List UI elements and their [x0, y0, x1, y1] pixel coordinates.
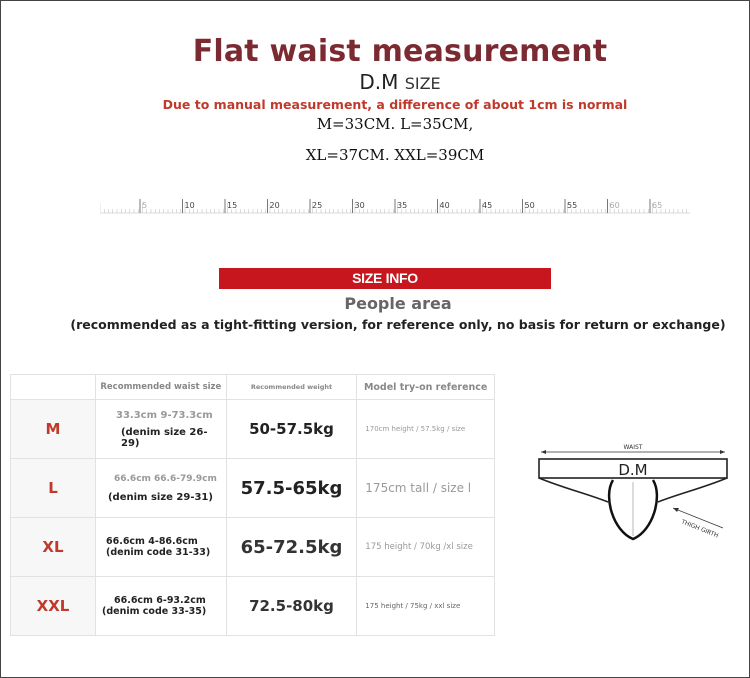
ruler-label: 35 — [397, 201, 408, 210]
people-area-heading: People area — [344, 294, 452, 313]
waist-cm: 33.3cm 9-73.3cm — [115, 409, 213, 421]
diagram-brand: D.M — [618, 461, 648, 479]
leg-opening-right — [658, 478, 727, 502]
waist-denim: (denim code 33-35) — [101, 606, 207, 617]
reference-cell: 175cm tall / size l — [357, 459, 495, 518]
measurement-note: Due to manual measurement, a difference of about 1cm is normal — [162, 97, 628, 112]
table-header-weight: Recommended weight — [226, 375, 357, 400]
reference-cell: 175 height / 70kg /xl size — [357, 518, 495, 577]
underwear-diagram — [533, 436, 733, 546]
waist-denim: (denim code 31-33) — [105, 547, 211, 558]
ruler-label: 30 — [354, 201, 365, 210]
waist-cell — [95, 518, 226, 577]
table-header-size — [11, 375, 96, 400]
ruler-label: 5 — [142, 201, 148, 210]
ruler-label: 25 — [312, 201, 323, 210]
ruler-label: 55 — [567, 201, 578, 210]
table-row — [11, 518, 495, 577]
size-label: L — [11, 459, 96, 518]
waist-cell — [95, 577, 226, 636]
measuring-ruler — [100, 199, 690, 215]
waist-arrow-left — [541, 450, 546, 454]
waist-denim: (denim size 26-29) — [120, 426, 208, 449]
waist-arrow-right — [720, 450, 725, 454]
ruler-label: 65 — [652, 201, 663, 210]
waist-denim: (denim size 29-31) — [107, 491, 213, 503]
ruler-label: 60 — [609, 201, 620, 210]
waist-cm: 66.6cm 6-93.2cm — [113, 595, 206, 606]
leg-opening-left — [539, 478, 608, 502]
size-label: M — [11, 400, 96, 459]
ruler-label: 10 — [184, 201, 195, 210]
size-info-bar: SIZE INFO — [219, 268, 551, 289]
ruler-label: 40 — [439, 201, 450, 210]
ruler-label: 50 — [524, 201, 535, 210]
size-table — [10, 374, 495, 636]
ruler-label: 45 — [482, 201, 493, 210]
brand-name: D.M — [359, 70, 399, 94]
waist-label: WAIST — [623, 444, 643, 451]
waist-cell — [95, 400, 226, 459]
weight-cell: 57.5-65kg — [226, 459, 357, 518]
weight-cell: 65-72.5kg — [226, 518, 357, 577]
table-header-reference: Model try-on reference — [357, 375, 495, 400]
thigh-label: THIGH GIRTH — [680, 518, 720, 540]
ruler-label: 15 — [227, 201, 238, 210]
weight-cell: 72.5-80kg — [226, 577, 357, 636]
size-label: XXL — [11, 577, 96, 636]
recommendation-note: (recommended as a tight-fitting version, for reference only, no basis for return or exchange) — [70, 317, 726, 332]
weight-cell: 50-57.5kg — [226, 400, 357, 459]
waist-cell — [95, 459, 226, 518]
brand-suffix: SIZE — [404, 74, 441, 93]
table-header-row — [11, 375, 495, 400]
table-row — [11, 577, 495, 636]
page-title: Flat waist measurement — [192, 34, 608, 69]
reference-cell: 175 height / 75kg / xxl size — [357, 577, 495, 636]
sizes-line-1: M=33CM. L=35CM, — [316, 115, 474, 133]
table-row — [11, 459, 495, 518]
waist-cm: 66.6cm 66.6-79.9cm — [113, 473, 217, 484]
brand-line — [0, 70, 750, 94]
waist-cm: 66.6cm 4-86.6cm — [105, 536, 198, 547]
table-row — [11, 400, 495, 459]
reference-cell: 170cm height / 57.5kg / size — [357, 400, 495, 459]
ruler-label: 20 — [269, 201, 280, 210]
table-header-waist: Recommended waist size — [95, 375, 226, 400]
sizes-line-2: XL=37CM. XXL=39CM — [305, 146, 485, 164]
size-label: XL — [11, 518, 96, 577]
